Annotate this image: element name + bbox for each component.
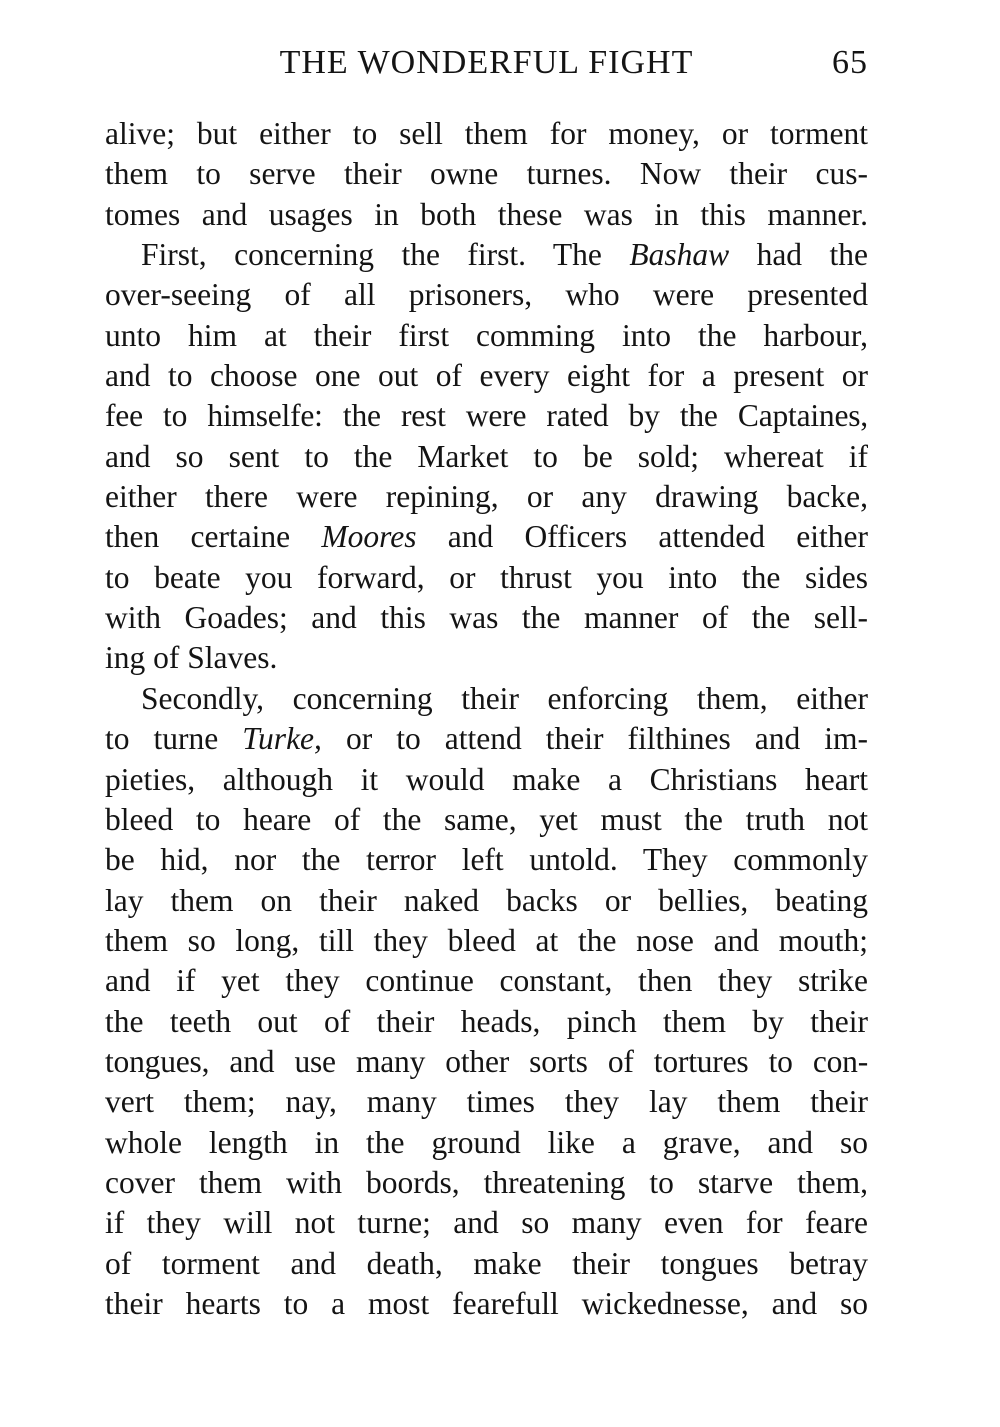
text-line: Secondly, concerning their enforcing them, either (141, 680, 868, 716)
text-line: vert them; nay, many times they lay them their (105, 1084, 868, 1120)
running-header (105, 44, 868, 92)
text-line: alive; but either to sell them for money, or torment (105, 116, 868, 151)
italic-name: Moores (321, 519, 417, 555)
text-line: and to choose one out of every eight for a present or (105, 358, 868, 394)
text-line (105, 517, 868, 557)
text-line (105, 235, 868, 275)
italic-name: Bashaw (629, 237, 730, 273)
text-line: with Goades; and this was the manner of the sell- (105, 600, 868, 636)
text-run: and Officers attended either (416, 519, 868, 555)
text-run: then certaine (105, 519, 322, 555)
text-line: and if yet they continue constant, then they strike (105, 963, 868, 999)
text-line: either there were repining, or any drawing backe, (105, 479, 868, 515)
text-run: had the (729, 237, 868, 273)
text-run: to turne (105, 721, 243, 757)
text-line: over-seeing of all prisoners, who were presented (105, 277, 868, 313)
text-line: to beate you forward, or thrust you into the sides (105, 559, 868, 595)
text-line: if they will not turne; and so many even for feare (105, 1205, 868, 1241)
text-line: bleed to heare of the same, yet must the truth not (105, 801, 868, 837)
italic-name: Turke, (242, 721, 322, 757)
text-line: the teeth out of their heads, pinch them by their (105, 1003, 868, 1039)
text-line: of torment and death, make their tongues betray (105, 1245, 868, 1281)
text-line: them so long, till they bleed at the nose and mouth; (105, 922, 868, 958)
text-line: cover them with boords, threatening to starve them, (105, 1164, 868, 1200)
text-line (105, 719, 868, 759)
running-title: THE WONDERFUL FIGHT (279, 44, 694, 81)
text-line: fee to himselfe: the rest were rated by the Captaines, (105, 398, 868, 434)
body-text (105, 114, 868, 1324)
text-line: ing of Slaves. (105, 640, 278, 676)
book-page (105, 44, 868, 1324)
text-line: tongues, and use many other sorts of tortures to con- (105, 1043, 868, 1079)
text-line: and so sent to the Market to be sold; whereat if (105, 438, 868, 474)
page-number: 65 (832, 44, 868, 81)
text-line: unto him at their first comming into the harbour, (105, 317, 868, 353)
text-line: pieties, although it would make a Christians heart (105, 761, 868, 797)
text-run: First, concerning the first. The (141, 237, 630, 273)
text-line: whole length in the ground like a grave, and so (105, 1124, 868, 1160)
text-line: their hearts to a most fearefull wickednesse, and so (105, 1285, 868, 1321)
text-line: be hid, nor the terror left untold. They commonly (105, 842, 868, 878)
text-run: or to attend their filthines and im- (321, 721, 868, 757)
text-line: lay them on their naked backs or bellies, beating (105, 882, 868, 918)
text-line: them to serve their owne turnes. Now their cus- (105, 156, 868, 192)
text-line: tomes and usages in both these was in this manner. (105, 196, 868, 232)
